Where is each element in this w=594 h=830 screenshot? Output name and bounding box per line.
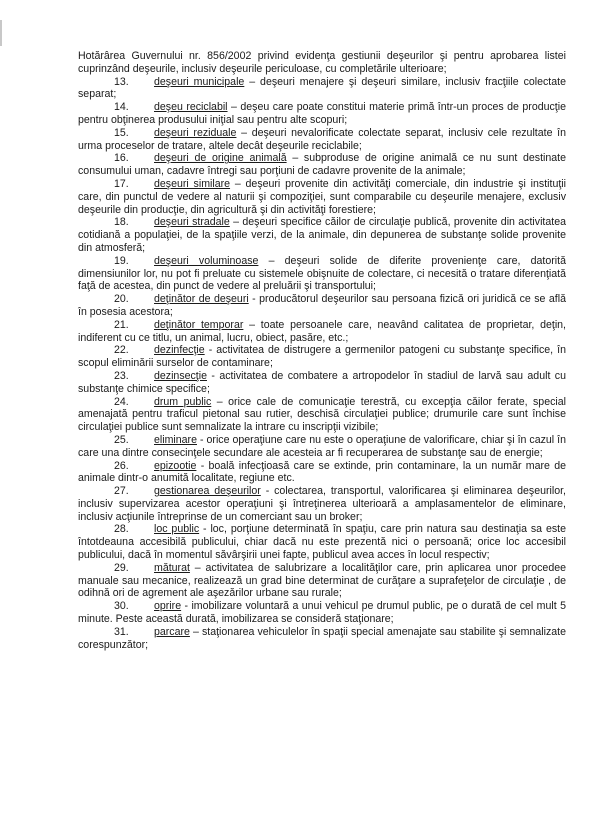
item-definition: – activitatea de salubrizare a localităţilor care, prin aplicarea unor procedee manuale sau mecanice, realizează un grad bine determinat de curăţare a suprafeţelor de circulaţie , de odihnă ori de agrement ale aşezărilor urbane sau rurale; [78,561,566,600]
item-number: 27. [114,485,129,498]
item-term: deţinător de deşeuri [154,293,249,306]
item-term: măturat [154,561,190,574]
item-number: 13. [114,75,129,88]
item-number: 29. [114,561,129,574]
item-number: 30. [114,600,129,613]
item-definition: – subproduse de origine animală ce nu sunt destinate consumului uman, cadavre întregi sau porţiuni de cadavre provenite de la animale; [78,152,566,178]
item-definition: – deşeuri specifice căilor de circulaţie publică, provenite din activitatea cotidiană a populaţiei, de la spaţiile verzi, de la animale, din depunerea de substanţe solide provenite din atmosferă; [78,216,566,254]
item-number: 26. [114,459,129,472]
document-page [78,50,566,651]
definition-item [78,101,566,127]
definition-item [78,523,566,561]
item-definition: – deşeu care poate constitui materie primă într-un proces de producţie pentru obţinerea produsului iniţial sau pentru alte scopuri; [78,101,566,126]
item-term: gestionarea deşeurilor [154,485,261,498]
definition-item [78,127,566,153]
item-term: epizootie [154,459,197,472]
item-term: dezinsecţie [154,369,207,382]
item-term: deşeu reciclabil [154,101,228,114]
item-definition: – toate persoanele care, neavând calitatea de proprietar, deţin, indiferent cu ce titlu, un animal, lucru, obiect, pasăre, etc.; [78,318,567,344]
item-term: deşeuri de origine animală [154,152,287,165]
item-definition: – deşeuri menajere şi deşeuri similare, inclusiv fracţiile colectate separat; [78,75,566,101]
item-definition: – deşeuri provenite din activităţi comerciale, din industrie şi instituţii care, din punctul de vedere al naturii şi compoziţiei, sunt comparabile cu deşeurile menajere, exclusiv deşeurile din producţie, din agricultură şi din activităţi forestiere; [78,177,566,216]
item-number: 28. [114,523,129,536]
item-definition: - imobilizare voluntară a unui vehicul pe drumul public, pe o durată de cel mult 5 minute. Peste această durată, imobilizarea se consideră staţionare; [78,600,566,626]
item-definition: - producătorul deşeurilor sau persoana fizică ori juridică ce se află în posesia acestora; [78,293,566,318]
item-definition: - activitatea de distrugere a germenilor patogeni cu substanţe specifice, în scopul eliminării surselor de contaminare; [78,344,566,370]
definition-item [78,626,566,652]
item-term: oprire [154,600,182,613]
definition-item [78,319,566,345]
definition-item [78,216,566,254]
definition-item [78,344,566,370]
definition-item [78,293,566,319]
definition-item [78,370,566,396]
item-number: 16. [114,152,129,165]
definition-item [78,396,566,434]
definition-item [78,152,566,178]
item-number: 31. [114,625,129,638]
item-definition: - loc, porţiune determinată în spaţiu, care prin natura sau destinaţia sa este întotdeauna accesibilă publicului, chiar dacă nu este prezentă nici o persoană; orice loc accesibil publicului, dacă în momentul săvârşirii unei fapte, publicul avea acces în locul respectiv; [78,523,566,562]
item-term: dezinfecţie [154,344,205,357]
item-term: drum public [154,395,212,408]
item-number: 23. [114,369,129,382]
definition-item [78,255,566,293]
item-term: deşeuri similare [154,177,231,190]
item-definition: – staţionarea vehiculelor în spaţii special amenajate sau stabilite şi semnalizate corespunzător; [78,625,566,651]
item-number: 17. [114,177,129,190]
item-term: parcare [154,625,190,638]
definition-item [78,178,566,216]
item-definition: - boală infecţioasă care se extinde, prin contaminare, la un număr mare de animale dintr-o anumită localitate, regiune etc. [78,459,566,485]
item-term: deşeuri stradale [154,216,230,229]
definition-item [78,600,566,626]
scan-edge-mark [0,20,2,46]
item-number: 20. [114,293,129,306]
definition-item [78,460,566,486]
item-number: 19. [114,254,129,267]
item-term: deşeuri municipale [154,75,245,88]
definition-item [78,562,566,600]
item-number: 24. [114,395,129,408]
item-number: 21. [114,318,129,331]
definitions-list [78,76,566,652]
item-number: 25. [114,433,129,446]
item-term: deşeuri voluminoase [154,254,259,267]
item-number: 18. [114,216,129,229]
item-definition: – deşeuri solide de diferite provenienţe care, datorită dimensiunilor lor, nu pot fi preluate cu sistemele obişnuite de colectare, ci necesită o tratare diferenţiată faţă de acestea, din punct de vedere al preluării şi transportului; [78,254,566,293]
definition-item [78,76,566,102]
item-definition: – orice cale de comunicaţie terestră, cu excepţia căilor ferate, special amenajată pentru traficul pietonal sau rutier, deschisă circulaţiei publice; drumurile care sunt închise circulaţiei publice sunt semnalizate la intrare cu inscripţii vizibile; [78,395,566,434]
item-term: eliminare [154,433,197,446]
item-definition: - colectarea, transportul, valorificarea şi eliminarea deşeurilor, inclusiv supervizarea acestor operaţiuni şi întreţinerea ulterioară a amplasamentelor de eliminare, inclusiv acţiunile întreprinse de un comerciant sau un broker; [78,485,566,523]
item-definition: - orice operaţiune care nu este o operaţiune de valorificare, chiar şi în cazul în care una dintre consecinţele secundare ale acesteia ar fi recuperarea de substanţe sau de energie; [78,433,566,459]
intro-paragraph: Hotărârea Guvernului nr. 856/2002 privind evidenţa gestiunii deşeurilor şi pentru aprobarea listei cuprinzând deşeurile, inclusiv deşeurile periculoase, cu completările ulterioare; [78,50,566,75]
item-definition: - activitatea de combatere a artropodelor în stadiul de larvă sau adult cu substanţe chimice specifice; [78,369,566,395]
item-definition: – deşeuri nevalorificate colectate separat, inclusiv cele rezultate în urma proceselor de tratare, altele decât deşeurile reciclabile; [78,126,566,152]
item-term: deşeuri reziduale [154,126,237,139]
item-number: 14. [114,101,129,114]
item-term: deţinător temporar [154,318,244,331]
definition-item [78,434,566,460]
item-number: 22. [114,344,129,357]
item-number: 15. [114,126,129,139]
definition-item [78,485,566,523]
item-term: loc public [154,523,200,536]
